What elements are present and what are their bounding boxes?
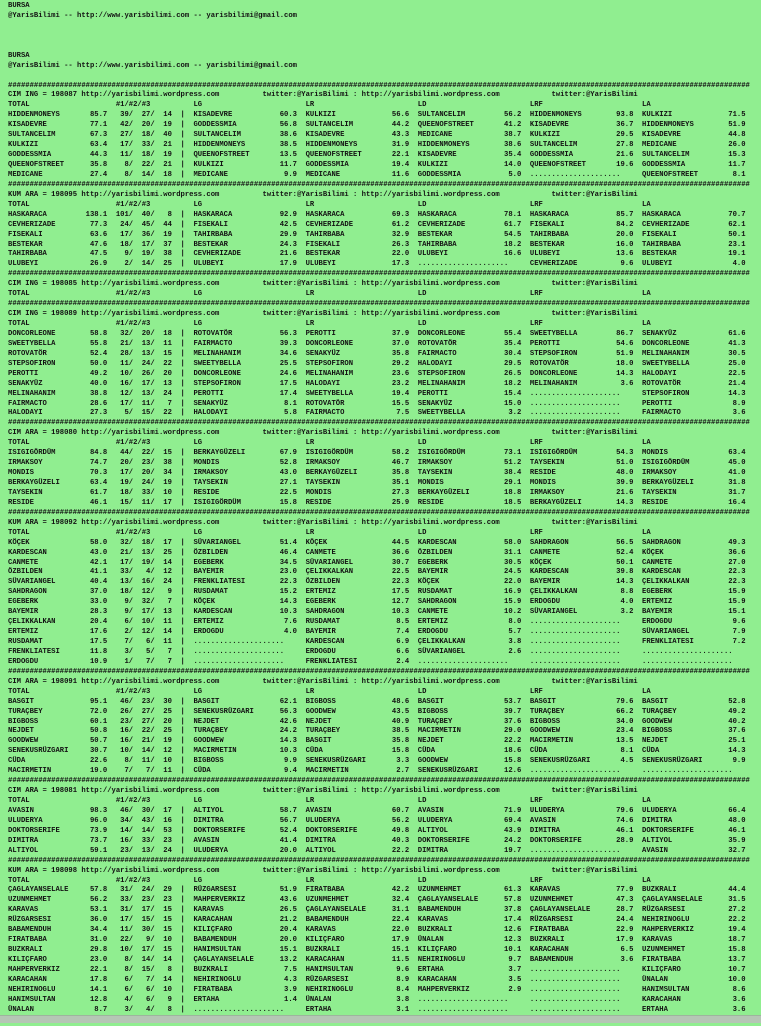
table-row: DONCORLEONE 58.8 32/ 20/ 18 | ROTOVATÖR 56.3 PEROTTI 37.9 DONCORLEONE 55.4 SWEETYBELLA 86.7 SENAKYÜZ 61.6 xyxy=(8,330,761,340)
table-row: PEROTTI 49.2 10/ 26/ 20 | DONCORLEONE 24.6 MELINAHANIM 23.6 STEPSOFIRON 26.5 DONCORLEONE 14.3 HALODAYI 22.5 xyxy=(8,370,761,380)
column-header-line: TOTAL #1/#2/#3 LG LR LD LRF LA xyxy=(8,101,761,111)
divider: ############################################################################################################################################################################ xyxy=(8,270,761,280)
table-row: HIDDENMONEYS 85.7 39/ 27/ 14 | KISADEVRE 60.3 KULKIZI 56.6 SULTANCELIM 56.2 HIDDENMONEYS 93.8 KULKIZI 71.5 xyxy=(8,111,761,121)
intro-contact: @YarisBilimi -- http://www.yarisbilimi.com -- yarisbilimi@gmail.com xyxy=(8,12,761,22)
column-header-line: TOTAL #1/#2/#3 LG LR LD LRF LA xyxy=(8,439,761,449)
table-row: TAHIRBABA 47.5 9/ 19/ 38 | CEVHERIZADE 21.6 BESTEKAR 22.0 ULUBEYI 16.6 ULUBEYI 13.6 BESTEKAR 19.1 xyxy=(8,250,761,260)
section-header-line: KUM ARA = 198098 http://yarisbilimi.wordpress.com twitter:@YarisBilimi : http://yarisbilimi.wordpress.com twitter:@YarisBilimi xyxy=(8,867,761,877)
divider: ############################################################################################################################################################################ xyxy=(8,777,761,787)
table-row: DOKTORSERIFE 73.9 14/ 14/ 53 | DOKTORSERIFE 52.4 DOKTORSERIFE 49.8 ALTIYOL 43.9 DIMITRA 46.1 DOKTORSERIFE 46.1 xyxy=(8,827,761,837)
divider: ############################################################################################################################################################################ xyxy=(8,82,761,92)
table-row: FRENKLIATESI 11.8 3/ 5/ 7 | ..................... ERDOGDU 6.6 SÜVARIANGEL 2.6 ..................... ..................... xyxy=(8,648,761,658)
table-row: BASGIT 95.1 46/ 23/ 30 | BASGIT 62.1 BIGBOSS 48.6 BASGIT 53.7 BASGIT 79.6 BASGIT 52.8 xyxy=(8,698,761,708)
table-row: MACIRMETIN 19.0 7/ 7/ 11 | CÜDA 9.4 MACIRMETIN 2.7 SENEKUSRÜZGARI 12.6 ..................... ..................... xyxy=(8,767,761,777)
table-row: NEJDET 50.8 16/ 22/ 25 | TURAÇBEY 24.2 TURAÇBEY 38.5 MACIRMETIN 29.0 GOODWEW 23.4 BIGBOSS 37.6 xyxy=(8,727,761,737)
table-row: CEVHERIZADE 77.3 24/ 45/ 44 | FISEKALI 42.5 CEVHERIZADE 61.2 CEVHERIZADE 61.7 FISEKALI 84.2 CEVHERIZADE 62.1 xyxy=(8,221,761,231)
table-row: KARDESCAN 43.0 21/ 13/ 25 | ÖZBILDEN 46.4 CANMETE 36.6 ÖZBILDEN 31.1 CANMETE 52.4 KÖÇEK 36.6 xyxy=(8,549,761,559)
divider: ############################################################################################################################################################################ xyxy=(8,181,761,191)
table-row: TAYSEKIN 61.7 18/ 33/ 10 | RESIDE 22.5 MONDIS 27.3 BERKAYGÜZELI 18.8 IRMAKSOY 21.6 TAYSEKIN 31.7 xyxy=(8,489,761,499)
table-row: RESIDE 46.1 15/ 11/ 17 | ISIGIGÖRDÜM 15.8 RESIDE 25.9 RESIDE 18.5 BERKAYGÜZELI 14.3 RESIDE 16.4 xyxy=(8,499,761,509)
table-row: SWEETYBELLA 55.8 21/ 13/ 11 | FAIRMACTO 39.3 DONCORLEONE 37.0 ROTOVATÖR 35.4 PEROTTI 54.6 DONCORLEONE 41.3 xyxy=(8,340,761,350)
blank-line xyxy=(8,32,761,42)
table-row: BIGBOSS 60.1 23/ 27/ 20 | NEJDET 42.6 NEJDET 40.9 TURAÇBEY 37.6 BIGBOSS 34.0 GOODWEW 40.2 xyxy=(8,718,761,728)
table-row: CANMETE 42.1 17/ 19/ 14 | EGEBERK 34.5 SÜVARIANGEL 30.7 EGEBERK 30.5 KÖÇEK 50.1 CANMETE 27.0 xyxy=(8,559,761,569)
intro-city: BURSA xyxy=(8,52,761,62)
table-row: STEPSOFIRON 50.0 11/ 24/ 22 | SWEETYBELLA 25.5 STEPSOFIRON 29.2 HALODAYI 29.5 ROTOVATÖR 18.0 SWEETYBELLA 25.0 xyxy=(8,360,761,370)
table-row: KARAVAS 53.1 31/ 17/ 15 | KARAVAS 26.5 ÇAGLAYANSELALE 31.1 BABAMENDUH 37.8 ÇAGLAYANSELALE 28.7 RÜZGARSESI 27.2 xyxy=(8,906,761,916)
section-header-line: CIM ING = 198087 http://yarisbilimi.wordpress.com twitter:@YarisBilimi : http://yarisbilimi.wordpress.com twitter:@YarisBilimi xyxy=(8,91,761,101)
table-row: AVASIN 98.3 46/ 30/ 17 | ALTIYOL 58.7 AVASIN 60.7 AVASIN 71.9 ULUDERYA 79.6 ULUDERYA 66.4 xyxy=(8,807,761,817)
table-row: ULUBEYI 26.9 2/ 14/ 25 | ULUBEYI 17.9 ULUBEYI 17.3 ..................... CEVHERIZADE 9.6 ULUBEYI 4.0 xyxy=(8,260,761,270)
table-row: DIMITRA 73.7 16/ 33/ 23 | AVASIN 41.4 DIMITRA 40.3 DOKTORSERIFE 24.2 DOKTORSERIFE 28.9 ALTIYOL 35.9 xyxy=(8,837,761,847)
section-header-line: KUM ARA = 198095 http://yarisbilimi.wordpress.com twitter:@YarisBilimi : http://yarisbilimi.wordpress.com twitter:@YarisBilimi xyxy=(8,191,761,201)
blank-line xyxy=(8,42,761,52)
column-header-line: TOTAL #1/#2/#3 LG LR LD LRF LA xyxy=(8,320,761,330)
table-row: ULUDERYA 96.0 34/ 43/ 16 | DIMITRA 56.7 ULUDERYA 56.2 ULUDERYA 69.4 AVASIN 74.6 DIMITRA 48.0 xyxy=(8,817,761,827)
table-row: IRMAKSOY 74.7 20/ 23/ 38 | MONDIS 52.8 IRMAKSOY 46.7 IRMAKSOY 51.2 TAYSEKIN 51.0 ISIGIGÖRDÜM 45.0 xyxy=(8,459,761,469)
blank-line xyxy=(8,72,761,82)
table-row: SENAKYÜZ 40.0 16/ 17/ 13 | STEPSOFIRON 17.5 HALODAYI 23.2 MELINAHANIM 18.2 MELINAHANIM 3.6 ROTOVATÖR 21.4 xyxy=(8,380,761,390)
section-header-line: CIM ING = 198089 http://yarisbilimi.wordpress.com twitter:@YarisBilimi : http://yarisbilimi.wordpress.com twitter:@YarisBilimi xyxy=(8,310,761,320)
section-header-line: CIM ARA = 198091 http://yarisbilimi.wordpress.com twitter:@YarisBilimi : http://yarisbilimi.wordpress.com twitter:@YarisBilimi xyxy=(8,678,761,688)
table-row: ISIGIGÖRDÜM 84.8 44/ 22/ 15 | BERKAYGÜZELI 67.9 ISIGIGÖRDÜM 58.2 ISIGIGÖRDÜM 73.1 ISIGIGÖRDÜM 54.3 MONDIS 63.4 xyxy=(8,449,761,459)
column-header-line: TOTAL #1/#2/#3 LG LR LD LRF LA xyxy=(8,797,761,807)
column-header-line: TOTAL #1/#2/#3 LG LR LD LRF LA xyxy=(8,688,761,698)
table-row: KARACAHAN 17.8 6/ 7/ 14 | NEHIRINOGLU 4.3 RÜZGARSESI 8.9 KARACAHAN 3.5 ..................... ÜNALAN 10.0 xyxy=(8,976,761,986)
intro-contact: @YarisBilimi -- http://www.yarisbilimi.com -- yarisbilimi@gmail.com xyxy=(8,62,761,72)
table-row: SÜVARIANGEL 40.4 13/ 16/ 24 | FRENKLIATESI 22.3 ÖZBILDEN 22.3 KÖÇEK 22.0 BAYEMIR 14.3 ÇELIKKALKAN 22.3 xyxy=(8,578,761,588)
table-row: QUEENOFSTREET 35.8 8/ 22/ 21 | KULKIZI 11.7 GODDESSMIA 19.4 KULKIZI 14.0 QUEENOFSTREET 19.6 GODDESSMIA 11.7 xyxy=(8,161,761,171)
table-row: BUZKRALI 29.8 10/ 17/ 15 | HANIMSULTAN 15.1 BUZKRALI 15.1 KILIÇFARO 10.1 KARACAHAN 6.5 UZUNMEHMET 15.8 xyxy=(8,946,761,956)
table-row: HASKARACA 138.1 101/ 40/ 8 | HASKARACA 92.9 HASKARACA 69.3 HASKARACA 78.1 HASKARACA 85.7 HASKARACA 70.7 xyxy=(8,211,761,221)
table-row: ÖZBILDEN 41.1 33/ 4/ 12 | BAYEMIR 23.0 ÇELIKKALKAN 22.5 BAYEMIR 24.5 KARDESCAN 39.8 KARDESCAN 22.3 xyxy=(8,568,761,578)
table-row: HALODAYI 27.3 5/ 15/ 22 | HALODAYI 5.8 FAIRMACTO 7.5 SWEETYBELLA 3.2 ..................... FAIRMACTO 3.6 xyxy=(8,409,761,419)
table-row: BERKAYGÜZELI 63.4 19/ 24/ 19 | TAYSEKIN 27.1 TAYSEKIN 35.1 MONDIS 29.1 MONDIS 39.9 BERKAYGÜZELI 31.8 xyxy=(8,479,761,489)
column-header-line: TOTAL #1/#2/#3 LG LR LD LRF LA xyxy=(8,290,761,300)
table-row: CÜDA 22.6 8/ 11/ 10 | BIGBOSS 9.9 SENEKUSRÜZGARI 3.3 GOODWEW 15.8 SENEKUSRÜZGARI 4.5 SENEKUSRÜZGARI 9.9 xyxy=(8,757,761,767)
table-row: NEHIRINOGLU 14.1 6/ 6/ 10 | FIRATBABA 3.9 NEHIRINOGLU 8.4 MAHPERVERKIZ 2.9 ..................... HANIMSULTAN 8.6 xyxy=(8,986,761,996)
table-row: ÜNALAN 8.7 3/ 4/ 8 | ..................... ERTAHA 3.1 ..................... ..................... ERTAHA 3.6 xyxy=(8,1006,761,1016)
table-row: FISEKALI 63.6 17/ 36/ 19 | TAHIRBABA 29.9 TAHIRBABA 32.9 BESTEKAR 54.5 TAHIRBABA 20.0 FISEKALI 50.1 xyxy=(8,231,761,241)
table-row: FAIRMACTO 28.6 17/ 11/ 7 | SENAKYÜZ 8.1 ROTOVATÖR 15.5 SENAKYÜZ 15.0 ..................... PEROTTI 8.9 xyxy=(8,400,761,410)
column-header-line: TOTAL #1/#2/#3 LG LR LD LRF LA xyxy=(8,877,761,887)
column-header-line: TOTAL #1/#2/#3 LG LR LD LRF LA xyxy=(8,201,761,211)
table-row: ÇELIKKALKAN 20.4 6/ 10/ 11 | ERTEMIZ 7.6 RUSDAMAT 8.5 ERTEMIZ 8.0 ..................... ERDOGDU 9.6 xyxy=(8,618,761,628)
table-row: BAYEMIR 28.3 9/ 17/ 13 | KARDESCAN 10.3 SAHDRAGON 10.3 CANMETE 10.2 SÜVARIANGEL 3.2 BAYEMIR 15.1 xyxy=(8,608,761,618)
section-header-line: CIM ARA = 198080 http://yarisbilimi.wordpress.com twitter:@YarisBilimi : http://yarisbilimi.wordpress.com twitter:@YarisBilimi xyxy=(8,429,761,439)
table-row: SAHDRAGON 37.0 18/ 12/ 9 | RUSDAMAT 15.2 ERTEMIZ 17.5 RUSDAMAT 16.9 ÇELIKKALKAN 8.8 EGEBERK 15.9 xyxy=(8,588,761,598)
column-header-line: TOTAL #1/#2/#3 LG LR LD LRF LA xyxy=(8,529,761,539)
bottom-scrollbar[interactable] xyxy=(0,1015,761,1023)
blank-line xyxy=(8,22,761,32)
section-header-line: CIM ARA = 198081 http://yarisbilimi.wordpress.com twitter:@YarisBilimi : http://yarisbilimi.wordpress.com twitter:@YarisBilimi xyxy=(8,787,761,797)
table-row: FIRATBABA 31.0 22/ 9/ 10 | BABAMENDUH 20.0 KILIÇFARO 17.9 ÜNALAN 12.3 BUZKRALI 17.9 KARAVAS 18.7 xyxy=(8,936,761,946)
divider: ############################################################################################################################################################################ xyxy=(8,419,761,429)
table-row: GODDESSMIA 44.3 11/ 18/ 19 | QUEENOFSTREET 13.5 QUEENOFSTREET 22.1 KISADEVRE 35.4 GODDESSMIA 21.6 SULTANCELIM 15.3 xyxy=(8,151,761,161)
table-row: MEDICANE 27.4 8/ 14/ 18 | MEDICANE 9.9 MEDICANE 11.6 GODDESSMIA 5.0 ..................... QUEENOFSTREET 8.1 xyxy=(8,171,761,181)
table-row: MELINAHANIM 38.8 12/ 13/ 24 | PEROTTI 17.4 SWEETYBELLA 19.4 PEROTTI 15.4 ..................... STEPSOFIRON 14.3 xyxy=(8,390,761,400)
table-row: SULTANCELIM 67.3 27/ 18/ 40 | SULTANCELIM 38.6 KISADEVRE 43.3 MEDICANE 38.7 KULKIZI 29.5 KISADEVRE 44.8 xyxy=(8,131,761,141)
table-row: BABAMENDUH 34.4 11/ 30/ 15 | KILIÇFARO 20.4 KARAVAS 22.0 BUZKRALI 12.6 FIRATBABA 22.9 MAHPERVERKIZ 19.4 xyxy=(8,926,761,936)
divider: ############################################################################################################################################################################ xyxy=(8,300,761,310)
table-row: BESTEKAR 47.6 18/ 17/ 37 | BESTEKAR 24.3 FISEKALI 26.3 TAHIRBABA 18.2 BESTEKAR 16.0 TAHIRBABA 23.1 xyxy=(8,241,761,251)
table-row: KÖÇEK 58.0 32/ 18/ 17 | SÜVARIANGEL 51.4 KÖÇEK 44.5 KARDESCAN 58.0 SAHDRAGON 56.5 SAHDRAGON 49.3 xyxy=(8,539,761,549)
intro-city: BURSA xyxy=(8,2,761,12)
table-row: RUSDAMAT 17.5 7/ 6/ 11 | ..................... KARDESCAN 6.9 ÇELIKKALKAN 3.8 ..................... FRENKLIATESI 7.2 xyxy=(8,638,761,648)
table-row: ROTOVATÖR 52.4 28/ 13/ 15 | MELINAHANIM 34.6 SENAKYÜZ 35.8 FAIRMACTO 30.4 STEPSOFIRON 51.9 MELINAHANIM 30.5 xyxy=(8,350,761,360)
section-header-line: KUM ARA = 198092 http://yarisbilimi.wordpress.com twitter:@YarisBilimi : http://yarisbilimi.wordpress.com twitter:@YarisBilimi xyxy=(8,519,761,529)
divider: ############################################################################################################################################################################ xyxy=(8,509,761,519)
table-row: UZUNMEHMET 56.2 33/ 23/ 23 | MAHPERVERKIZ 43.6 UZUNMEHMET 32.4 ÇAGLAYANSELALE 57.8 UZUNMEHMET 47.3 ÇAGLAYANSELALE 31.5 xyxy=(8,896,761,906)
section-header-line: CIM ING = 198085 http://yarisbilimi.wordpress.com twitter:@YarisBilimi : http://yarisbilimi.wordpress.com twitter:@YarisBilimi xyxy=(8,280,761,290)
table-row: GOODWEW 50.7 16/ 21/ 19 | GOODWEW 14.3 BASGIT 35.8 NEJDET 22.2 MACIRMETIN 13.5 NEJDET 25.1 xyxy=(8,737,761,747)
divider: ############################################################################################################################################################################ xyxy=(8,668,761,678)
table-row: SENEKUSRÜZGARI 30.7 10/ 14/ 12 | MACIRMETIN 10.3 CÜDA 15.8 CÜDA 18.6 CÜDA 8.1 CÜDA 14.3 xyxy=(8,747,761,757)
table-row: KILIÇFARO 23.0 8/ 14/ 14 | ÇAGLAYANSELALE 13.2 KARACAHAN 11.5 NEHIRINOGLU 9.7 BABAMENDUH 3.6 FIRATBABA 13.7 xyxy=(8,956,761,966)
table-row: KULKIZI 63.4 17/ 33/ 21 | HIDDENMONEYS 38.5 HIDDENMONEYS 31.9 HIDDENMONEYS 38.6 SULTANCELIM 27.8 MEDICANE 26.0 xyxy=(8,141,761,151)
divider: ############################################################################################################################################################################ xyxy=(8,857,761,867)
table-row: MAHPERVERKIZ 22.1 8/ 15/ 8 | BUZKRALI 7.5 HANIMSULTAN 9.6 ERTAHA 3.7 ..................... KILIÇFARO 10.7 xyxy=(8,966,761,976)
table-row: MONDIS 70.3 17/ 20/ 34 | IRMAKSOY 43.0 BERKAYGÜZELI 35.8 TAYSEKIN 38.4 RESIDE 48.0 IRMAKSOY 41.0 xyxy=(8,469,761,479)
table-row: KISADEVRE 77.1 42/ 20/ 19 | GODDESSMIA 56.8 SULTANCELIM 44.2 QUEENOFSTREET 41.2 KISADEVRE 36.7 HIDDENMONEYS 51.9 xyxy=(8,121,761,131)
table-row: EGEBERK 33.0 9/ 32/ 7 | KÖÇEK 14.3 EGEBERK 12.7 SAHDRAGON 15.9 ERDOGDU 4.0 ERTEMIZ 15.9 xyxy=(8,598,761,608)
table-row: ERTEMIZ 17.6 2/ 12/ 14 | ERDOGDU 4.0 BAYEMIR 7.4 ERDOGDU 5.7 ..................... SÜVARIANGEL 7.9 xyxy=(8,628,761,638)
table-row: ALTIYOL 59.1 23/ 13/ 24 | ULUDERYA 20.0 ALTIYOL 22.2 DIMITRA 19.7 ..................... AVASIN 32.7 xyxy=(8,847,761,857)
table-row: TURAÇBEY 72.0 26/ 27/ 25 | SENEKUSRÜZGARI 56.3 GOODWEW 43.5 BIGBOSS 39.7 TURAÇBEY 66.2 TURAÇBEY 49.2 xyxy=(8,708,761,718)
table-row: RÜZGARSESI 36.0 17/ 15/ 15 | KARACAHAN 21.2 BABAMENDUH 22.4 KARAVAS 17.4 RÜZGARSESI 24.4 NEHIRINOGLU 22.2 xyxy=(8,916,761,926)
table-row: ÇAGLAYANSELALE 57.8 31/ 24/ 29 | RÜZGARSESI 51.9 FIRATBABA 42.2 UZUNMEHMET 61.3 KARAVAS 77.9 BUZKRALI 44.4 xyxy=(8,886,761,896)
table-row: ERDOGDU 10.9 1/ 7/ 7 | ..................... FRENKLIATESI 2.4 ..................... ..................... ..................... xyxy=(8,658,761,668)
table-row: HANIMSULTAN 12.8 4/ 6/ 9 | ERTAHA 1.4 ÜNALAN 3.8 ..................... ..................... KARACAHAN 3.6 xyxy=(8,996,761,1006)
